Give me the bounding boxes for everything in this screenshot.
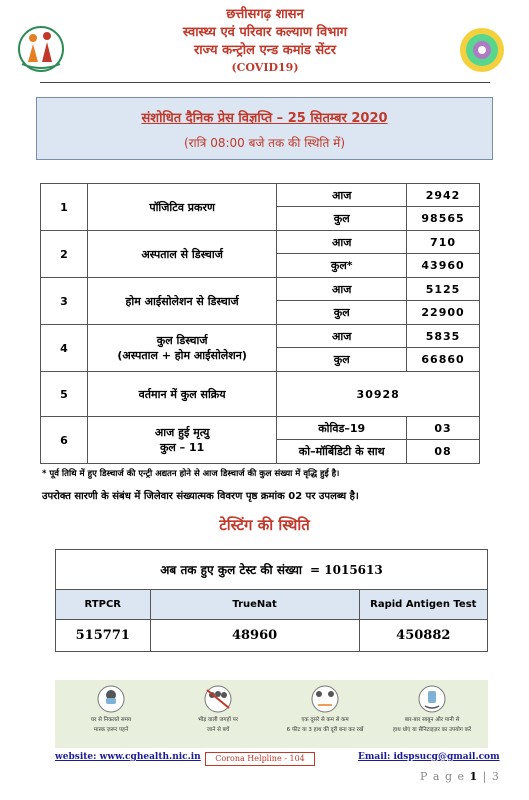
row-description: अस्पताल से डिस्चार्ज [87, 231, 277, 278]
page-subtitle: (रात्रि 08:00 बजे तक की स्थिति में) [183, 136, 346, 150]
tip-text: जाने से बचें [206, 727, 230, 733]
health-department-logo-icon [14, 24, 68, 74]
row-value: 08 [407, 440, 480, 464]
crowd-icon [201, 684, 235, 714]
testing-headers [56, 590, 487, 620]
row-label: कोविड–19 [277, 417, 407, 440]
row-description-line2: कुल – 11 [159, 441, 205, 454]
row-value: 43960 [407, 254, 480, 278]
total-tests-value: = 1015613 [310, 562, 383, 577]
row-value: 03 [407, 417, 480, 440]
tip-text: मास्क ज़रूर पहनें [93, 727, 129, 733]
row-description [87, 417, 277, 464]
tip-text: एक दूसरे से कम से कम [301, 717, 349, 723]
website-link[interactable]: website: www.cghealth.nic.in [55, 752, 201, 762]
row-label: आज [277, 184, 407, 207]
value-rapid-antigen: 450882 [396, 628, 451, 643]
nhm-logo-icon [458, 26, 506, 74]
government-name: छत्तीसगढ़ शासन [226, 7, 304, 22]
row-value: 5835 [407, 325, 480, 348]
row-value: 2942 [407, 184, 480, 207]
row-value: 22900 [407, 301, 480, 325]
row-number: 4 [41, 325, 88, 372]
email-link[interactable]: Email: idspsucg@gmail.com [358, 752, 500, 762]
value-rtpcr: 515771 [56, 620, 151, 651]
row-value: 710 [407, 231, 480, 254]
status-table [40, 183, 480, 464]
header-divider [40, 82, 490, 83]
row-value: 5125 [407, 278, 480, 301]
title-box [36, 97, 493, 160]
row-label: कुल [277, 207, 407, 231]
tip-text: 6 फीट या 3 हाथ की दूरी बना कर रखें [286, 727, 364, 733]
distance-icon [308, 684, 342, 714]
testing-table [55, 549, 488, 652]
page-current: 1 [469, 770, 479, 783]
center-name: राज्य कन्ट्रोल एन्ड कमांड सेंटर [193, 43, 337, 58]
row-label: आज [277, 278, 407, 301]
testing-values [56, 620, 487, 651]
tip-crowd [168, 684, 268, 734]
row-number: 5 [41, 372, 88, 417]
row-value: 30928 [277, 372, 480, 417]
mask-icon [94, 684, 128, 714]
total-tests-label: अब तक हुए कुल टेस्ट की संख्या [160, 563, 303, 577]
row-value: 98565 [407, 207, 480, 231]
handwash-icon [415, 684, 449, 714]
tip-distance [275, 684, 375, 734]
page-number [420, 770, 500, 783]
corona-helpline: Corona Helpline - 104 [205, 752, 315, 766]
tip-text: हाथ धोएं या सैनिटाइज़र का उपयोग करें [392, 727, 472, 733]
row-description: होम आईसोलेशन से डिस्चार्ज [87, 278, 277, 325]
row-description: वर्तमान में कुल सक्रिय [87, 372, 277, 417]
tip-text: घर से निकलते समय [90, 717, 132, 723]
row-description: पॉजिटिव प्रकरण [87, 184, 277, 231]
header-truenat: TrueNat [151, 590, 360, 619]
tip-mask [61, 684, 161, 734]
row-description-line1: कुल डिस्चार्ज [156, 334, 208, 347]
row-value: 66860 [407, 348, 480, 372]
row-number: 2 [41, 231, 88, 278]
row-label: को–मॉर्बिडिटी के साथ [277, 440, 407, 464]
covid-label: (COVID19) [231, 61, 299, 74]
row-label: कुल* [277, 254, 407, 278]
total-tests-row [56, 550, 487, 590]
footnote: * पूर्व तिथि में हुए डिस्चार्ज की एन्ट्री अद्यतन होने से आज डिस्चार्ज की कुल संख्या में वृद्धि हुई है। [42, 469, 340, 479]
tip-text: बार-बार साबुन और पानी से [404, 717, 460, 723]
reference-note: उपरोक्त सारणी के संबंध में जिलेवार संख्यात्मक विवरण पृष्ठ क्रमांक 02 पर उपलब्ध है। [42, 491, 359, 502]
row-label: कुल [277, 348, 407, 372]
letterhead [0, 0, 529, 82]
page-total: | 3 [482, 770, 500, 783]
value-truenat: 48960 [151, 620, 360, 651]
row-label: आज [277, 231, 407, 254]
tip-text: भीड़ वाली जगहों पर [197, 717, 238, 723]
page-prefix: P a g e [420, 770, 466, 783]
row-number: 6 [41, 417, 88, 464]
row-label: कुल [277, 301, 407, 325]
row-description [87, 325, 277, 372]
department-name: स्वास्थ्य एवं परिवार कल्याण विभाग [182, 25, 348, 40]
row-label: आज [277, 325, 407, 348]
header-rapid-antigen: Rapid Antigen Test [370, 599, 477, 610]
safety-tips-panel [55, 680, 488, 748]
tip-handwash [382, 684, 482, 734]
row-description-line1: आज हुई मृत्यु [154, 426, 210, 439]
testing-title: टेस्टिंग की स्थिति [219, 516, 310, 534]
page-title: संशोधित दैनिक प्रेस विज्ञप्ति – 25 सितम्बर 2020 [141, 111, 388, 126]
header-rtpcr: RTPCR [56, 590, 151, 619]
row-number: 3 [41, 278, 88, 325]
row-description-line2: (अस्पताल + होम आईसोलेशन) [117, 349, 247, 362]
row-number: 1 [41, 184, 88, 231]
